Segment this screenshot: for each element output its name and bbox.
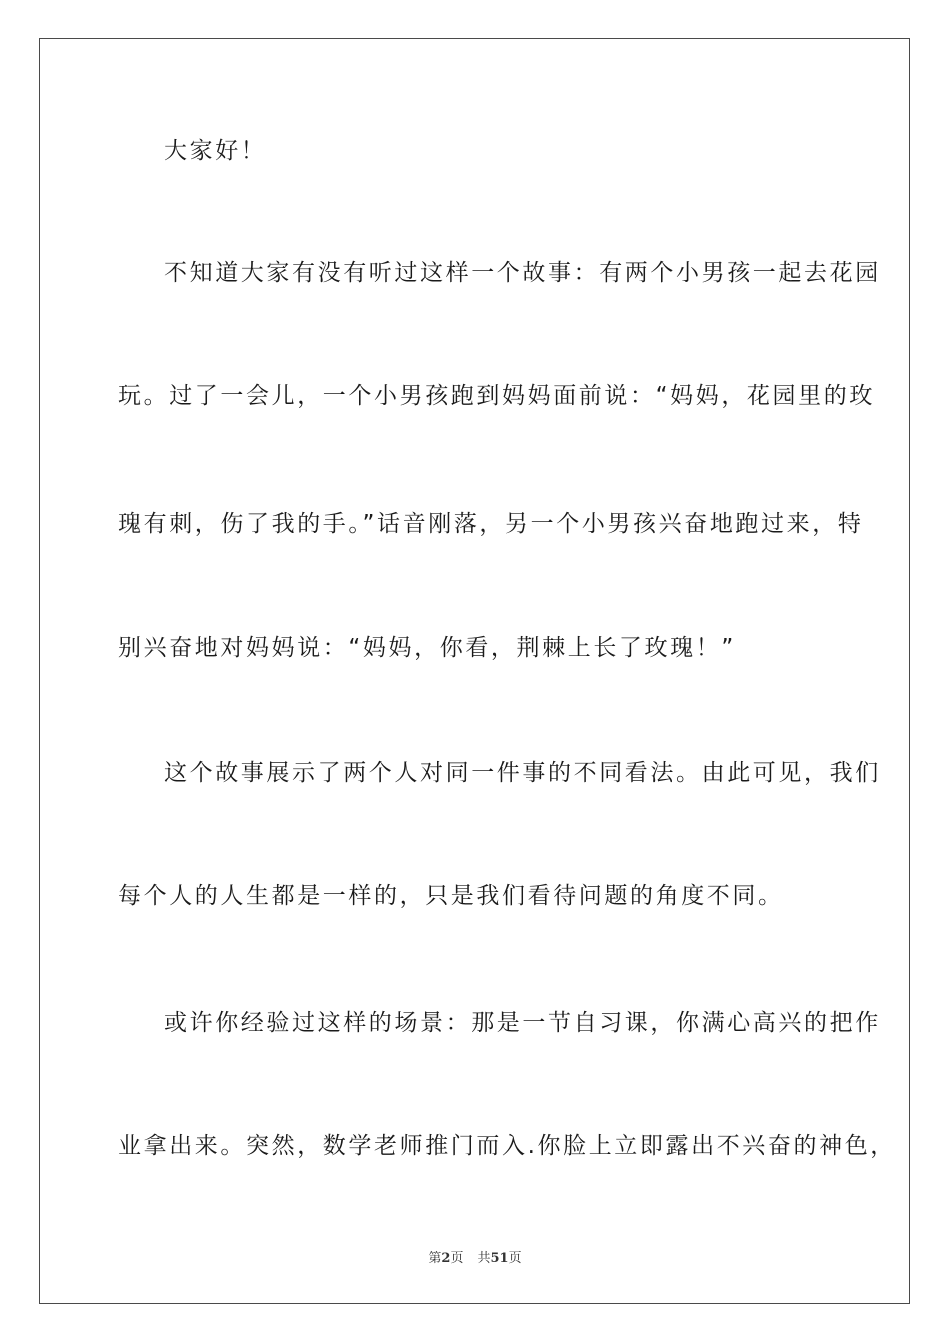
paragraph-line: 别兴奋地对妈妈说：“妈妈，你看，荆棘上长了玫瑰！” [118,635,736,661]
page-prefix: 第 [428,1251,442,1266]
paragraph-line: 业拿出来。突然，数学老师推门而入.你脸上立即露出不兴奋的神色， [118,1133,896,1159]
total-prefix: 共 [477,1251,491,1266]
paragraph-line: 不知道大家有没有听过这样一个故事：有两个小男孩一起去花园 [164,260,881,286]
page-footer [0,1247,950,1266]
paragraph-line: 每个人的人生都是一样的，只是我们看待问题的角度不同。 [118,883,784,909]
paragraph-line: 这个故事展示了两个人对同一件事的不同看法。由此可见，我们 [164,760,881,786]
page-suffix: 页 [450,1251,464,1266]
paragraph-line: 大家好！ [164,138,267,164]
total-suffix: 页 [508,1251,522,1266]
paragraph-line: 玩。过了一会儿，一个小男孩跑到妈妈面前说：“妈妈，花园里的玫 [118,383,875,409]
page-number: 2 [441,1251,451,1266]
total-pages: 51 [490,1251,509,1266]
page-border [39,38,910,1304]
paragraph-line: 或许你经验过这样的场景：那是一节自习课，你满心高兴的把作 [164,1010,881,1036]
paragraph-line: 瑰有刺，伤了我的手。”话音刚落，另一个小男孩兴奋地跑过来，特 [118,511,864,537]
